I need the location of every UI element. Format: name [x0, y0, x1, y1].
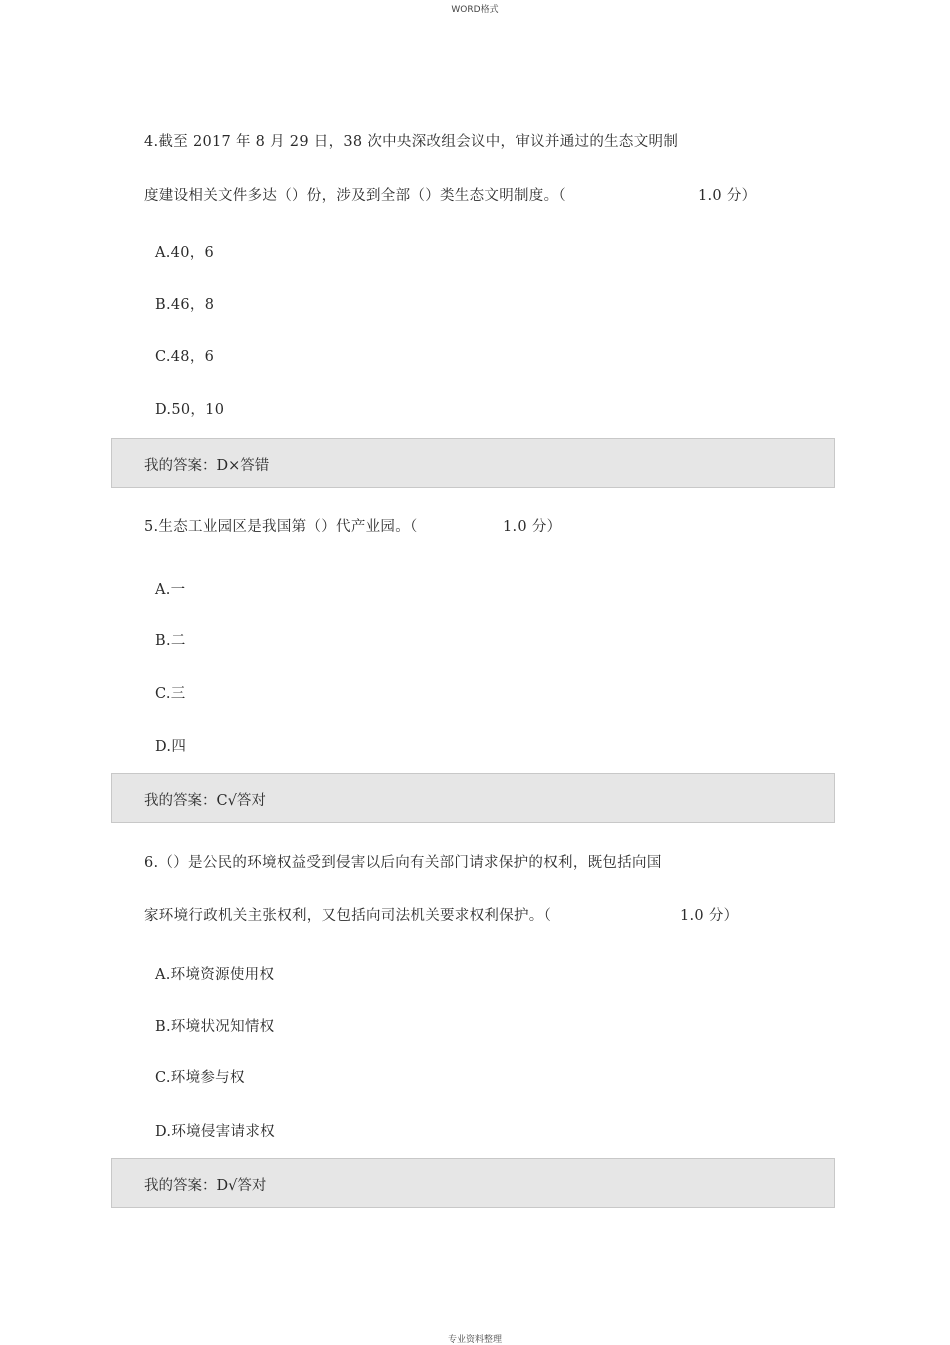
question-6-score: 1.0 分） [680, 908, 739, 924]
question-4-option-c: C.48，6 [155, 349, 215, 365]
question-4-answer-box [111, 438, 835, 488]
question-4-answer: 我的答案：D×答错 [144, 458, 270, 474]
question-5-option-d: D.四 [155, 739, 187, 755]
question-4-option-d: D.50，10 [155, 402, 225, 418]
question-6-option-d: D.环境侵害请求权 [155, 1124, 275, 1140]
question-5-score: 1.0 分） [503, 519, 562, 535]
page-header: WORD格式 [451, 5, 499, 15]
question-5-answer-box [111, 773, 835, 823]
question-4-score: 1.0 分） [698, 188, 757, 204]
question-6-text-line-1: 6.（）是公民的环境权益受到侵害以后向有关部门请求保护的权利，既包括向国 [144, 855, 662, 871]
question-5-answer: 我的答案：C√答对 [144, 793, 266, 809]
question-5-option-b: B.二 [155, 633, 186, 649]
question-5-option-c: C.三 [155, 686, 186, 702]
question-6-text-line-2: 家环境行政机关主张权利，又包括向司法机关要求权利保护。（ [144, 908, 552, 924]
question-6-option-c: C.环境参与权 [155, 1070, 245, 1086]
question-5-text-line-1: 5.生态工业园区是我国第（）代产业园。（ [144, 519, 418, 535]
question-6-option-b: B.环境状况知情权 [155, 1019, 275, 1035]
question-6-answer-box [111, 1158, 835, 1208]
question-6-option-a: A.环境资源使用权 [155, 967, 275, 983]
question-5-option-a: A.一 [155, 582, 186, 598]
question-4-option-b: B.46，8 [155, 297, 215, 313]
question-4-text-line-1: 4.截至 2017 年 8 月 29 日，38 次中央深改组会议中，审议并通过的生态文明制 [144, 134, 679, 150]
page-footer: 专业资料整理 [447, 1335, 502, 1345]
question-4-text-line-2: 度建设相关文件多达（）份，涉及到全部（）类生态文明制度。（ [144, 188, 566, 204]
question-4-option-a: A.40，6 [155, 245, 215, 261]
question-6-answer: 我的答案：D√答对 [144, 1178, 267, 1194]
